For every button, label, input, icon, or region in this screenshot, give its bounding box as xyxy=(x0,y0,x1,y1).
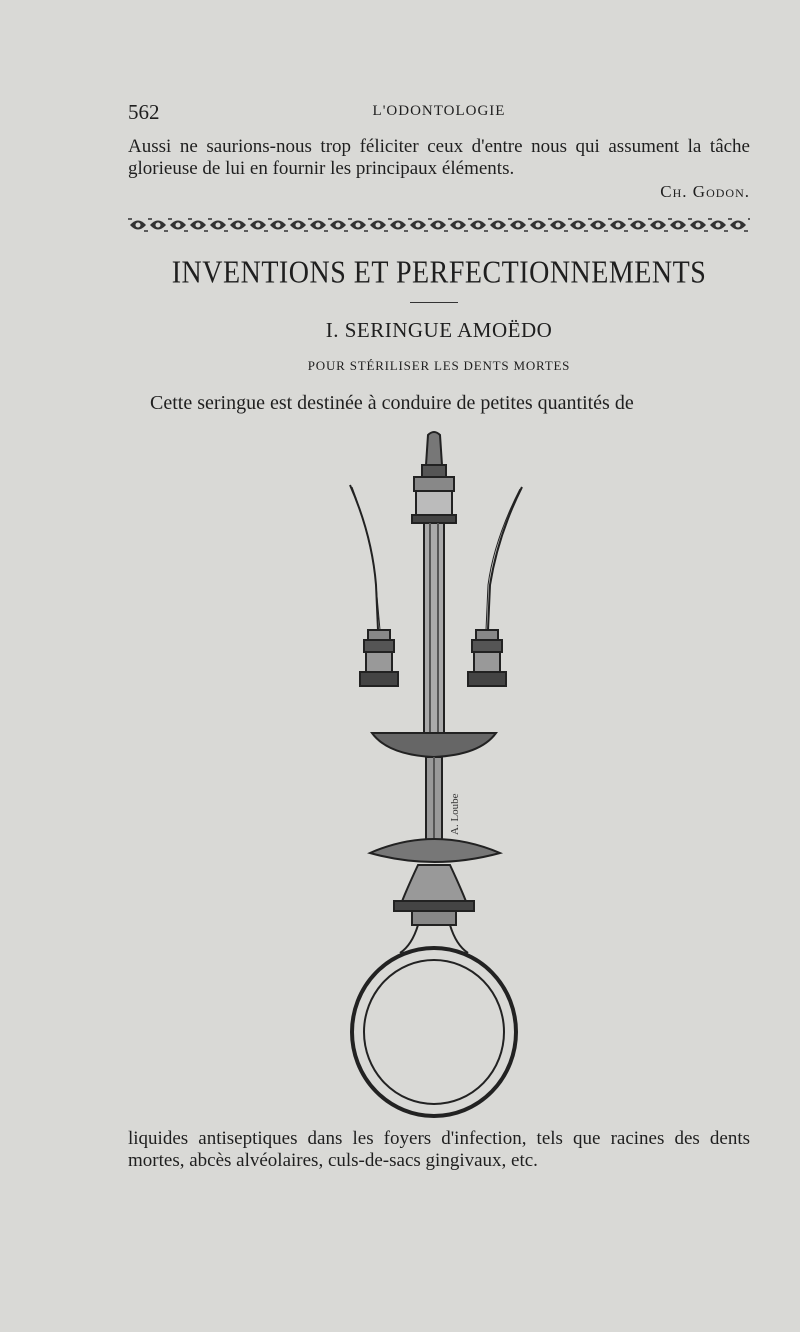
article-continuation-paragraph: liquides antiseptiques dans les foyers d'infection, tels que racines des dents mortes, abcès alvéolaires, culs-de-sacs gingivaux, etc. xyxy=(128,1128,750,1171)
page-number: 562 xyxy=(128,100,160,124)
section-title: INVENTIONS ET PERFECTIONNEMENTS xyxy=(171,255,707,291)
running-head: L'ODONTOLOGIE xyxy=(372,103,506,119)
closing-paragraph: Aussi ne saurions-nous trop féliciter ceux d'entre nous qui assument la tâche glorieuse de lui en fournir les principaux éléments. xyxy=(128,136,750,179)
article-intro-paragraph: Cette seringue est destinée à conduire de petites quantités de xyxy=(150,392,634,414)
author-signature: Ch. Godon. xyxy=(660,182,750,201)
page-header xyxy=(128,100,750,130)
engraver-signature: A. Loube xyxy=(449,793,461,835)
article-subtitle: POUR STÉRILISER LES DENTS MORTES xyxy=(307,358,571,373)
title-rule xyxy=(410,302,458,303)
article-title: I. SERINGUE AMOËDO xyxy=(325,318,553,342)
decorative-ornament-band xyxy=(128,216,750,234)
syringe-illustration xyxy=(300,425,560,1125)
